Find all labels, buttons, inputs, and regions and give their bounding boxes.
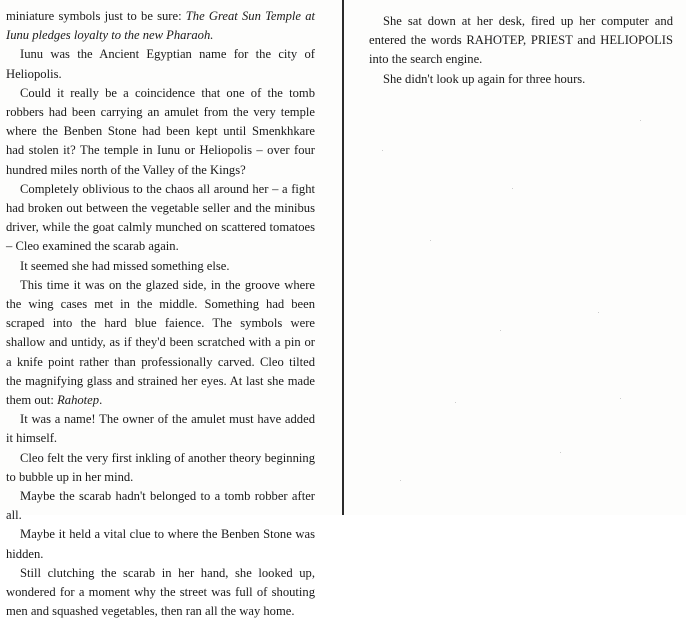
paragraph: She didn't look up again for three hours. (383, 71, 586, 86)
paragraph (6, 7, 315, 45)
italic-inscription: The Great Sun Temple at Iunu pledges loyalty to the new Pharaoh. (6, 9, 315, 43)
left-page (0, 0, 340, 619)
scan-speck (430, 240, 431, 241)
scan-speck (400, 480, 401, 481)
paragraph-text: miniature symbols just to be sure: (6, 9, 186, 23)
italic-name: Rahotep (57, 393, 100, 408)
left-page-text (6, 7, 315, 622)
paragraph: Cleo felt the very first inkling of another theory beginning to bubble up in her mind. (6, 450, 315, 484)
paragraph: It was a name! The owner of the amulet must have added it himself. (6, 412, 315, 446)
paragraph: Maybe it held a vital clue to where the Benben Stone was hidden. (6, 527, 315, 561)
paragraph: Iunu was the Ancient Egyptian name for the city of Heliopolis. (6, 47, 315, 81)
paragraph: She sat down at her desk, fired up her computer and entered the words RAHOTEP, PRIEST and HELIOPOLIS into the search engine. (369, 14, 673, 67)
scan-speck (620, 398, 621, 399)
scan-speck (512, 188, 513, 189)
scan-speck (500, 330, 501, 331)
paragraph: Maybe the scarab hadn't belonged to a tomb robber after all. (6, 489, 315, 523)
scan-speck (640, 120, 641, 121)
right-page (346, 0, 686, 515)
paragraph: It seemed she had missed something else. (20, 258, 230, 273)
paragraph: Could it really be a coincidence that one of the tomb robbers had been carrying an amulet from the very temple where the Benben Stone had been kept until Smenkhkare had stolen it? The temple in Iunu or Heliopolis – over four hundred miles north of the Valley of the Kings? (6, 85, 315, 177)
scan-speck (382, 150, 383, 151)
scan-speck (560, 452, 561, 453)
paragraph-text-end: . (99, 393, 103, 408)
paragraph: Completely oblivious to the chaos all around her – a fight had broken out between the vegetable seller and the minibus driver, while the goat calmly munched on scattered tomatoes – Cleo examined the scarab again. (6, 181, 315, 254)
page-gutter-divider (342, 0, 344, 515)
right-page-text (369, 12, 673, 89)
scan-speck (598, 312, 599, 313)
scan-speck (455, 402, 456, 403)
paragraph (6, 276, 315, 410)
paragraph-text: This time it was on the glazed side, in the groove where the wing cases met in the middle. Something had been scraped into the hard blue faience. The symbols were shallow and untidy, as if they'd been scratched with a pin or a knife point rather than professionally carved. Cleo tilted the magnifying glass and strained her eyes. At last she made them out: (6, 277, 315, 408)
paragraph: Still clutching the scarab in her hand, she looked up, wondered for a moment why the street was full of shouting men and squashed vegetables, then ran all the way home. (6, 565, 315, 619)
